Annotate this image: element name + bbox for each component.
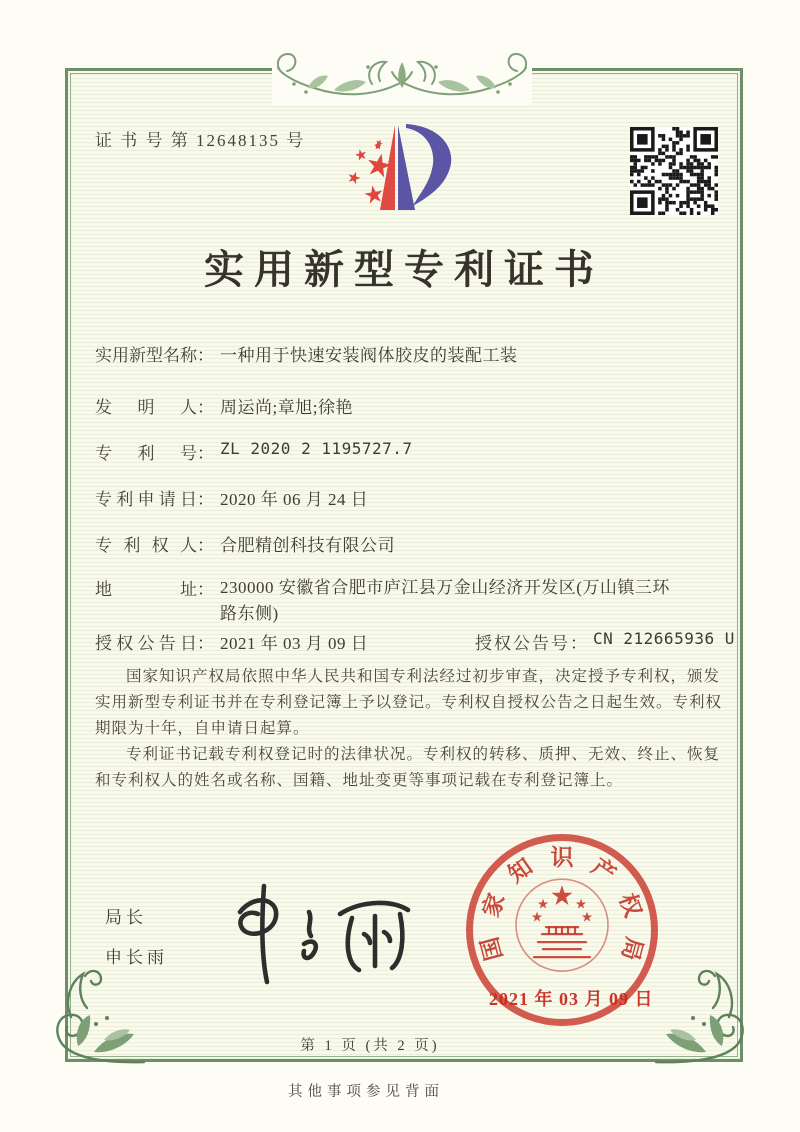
field-value-grant-date: 2021 年 03 月 09 日 [220, 634, 369, 653]
field-pair-grant-no: 授权公告号 ： CN 212665936 U [475, 629, 735, 653]
field-value-name: 一种用于快速安装阀体胶皮的装配工装 [220, 346, 518, 365]
field-label: 专利申请日 [95, 490, 197, 509]
field-row-patent-no: 专利号 ： ZL 2020 2 1195727.7 [95, 439, 413, 463]
seal-char: 局 [616, 934, 648, 964]
signer-name: 申长雨 [105, 948, 168, 967]
seal-char: 产 [586, 853, 621, 888]
field-label: 授权公告号 [475, 634, 570, 653]
back-side-note: 其他事项参见背面 [288, 1084, 444, 1100]
page-number: 第 1 页 (共 2 页) [300, 1038, 440, 1054]
bottom-left-flourish-icon [44, 966, 148, 1070]
legal-text-block [95, 664, 725, 794]
seal-char: 识 [550, 845, 574, 870]
field-value-filing-date: 2020 年 06 月 24 日 [220, 490, 369, 509]
field-row-grant: 授权公告日 ： 2021 年 03 月 09 日 授权公告号 ： CN 212665936 U [95, 629, 735, 653]
field-row-inventor: 发明人 ： 周运尚;章旭;徐艳 [95, 393, 740, 418]
signer-title: 局长 [105, 908, 147, 927]
field-row-address: 地址 ： 230000 安徽省合肥市庐江县万金山经济开发区(万山镇三环路东侧) [95, 575, 740, 627]
certificate-title: 实用新型专利证书 [204, 247, 604, 292]
field-label: 专利权人 [95, 536, 197, 555]
national-emblem-icon [512, 869, 612, 986]
field-label: 发明人 [95, 398, 197, 417]
field-row-name: 实用新型名称 ： 一种用于快速安装阀体胶皮的装配工装 [95, 341, 740, 366]
field-value-address: 230000 安徽省合肥市庐江县万金山经济开发区(万山镇三环路东侧) [220, 578, 670, 623]
legal-paragraph-2: 专利证书记载专利权登记时的法律状况。专利权的转移、质押、无效、终止、恢复和专利权人的姓名或名称、国籍、地址变更等事项记载在专利登记簿上。 [95, 746, 721, 789]
seal-char: 国 [476, 934, 508, 964]
top-scroll-ornament-icon [272, 42, 532, 106]
field-value-patentee: 合肥精创科技有限公司 [220, 536, 395, 555]
field-row-patentee: 专利权人 ： 合肥精创科技有限公司 [95, 531, 740, 556]
qr-code [630, 127, 718, 215]
legal-paragraph-1: 国家知识产权局依照中华人民共和国专利法经过初步审查，决定授予专利权，颁发实用新型专利证书并在专利登记簿上予以登记。专利权自授权公告之日起生效。专利权期限为十年，自申请日起算。 [95, 668, 723, 737]
field-value-patent-no: ZL 2020 2 1195727.7 [220, 439, 413, 458]
field-label: 地址 [95, 580, 197, 599]
bottom-right-flourish-icon [652, 966, 756, 1070]
field-row-filing-date: 专利申请日 ： 2020 年 06 月 24 日 [95, 485, 740, 510]
field-label: 授权公告日 [95, 634, 197, 653]
signature-image [212, 872, 427, 990]
seal-char: 家 [478, 890, 510, 921]
certificate-number: 证 书 号 第 12648135 号 [95, 131, 306, 150]
seal-char: 权 [614, 890, 646, 921]
field-label: 实用新型名称 [95, 346, 197, 365]
field-value-grant-no: CN 212665936 U [593, 629, 735, 648]
cnipa-logo-icon [318, 98, 488, 243]
seal-char: 知 [503, 853, 538, 888]
field-label: 专利号 [95, 444, 197, 463]
field-value-inventor: 周运尚;章旭;徐艳 [220, 398, 353, 417]
seal-date: 2021 年 03 月 09 日 [489, 989, 654, 1009]
